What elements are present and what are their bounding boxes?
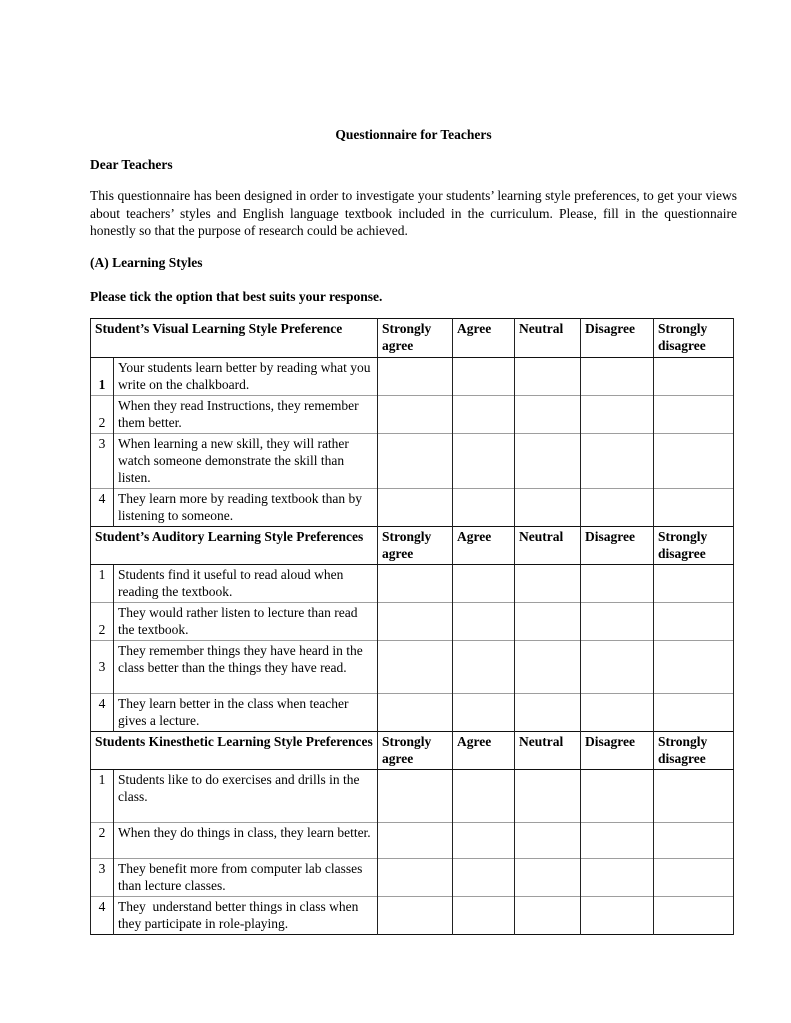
answer-cell-strongly-agree[interactable] [378, 602, 453, 640]
item-number: 4 [91, 896, 114, 934]
answer-cell-neutral[interactable] [515, 602, 581, 640]
answer-cell-disagree[interactable] [581, 822, 654, 858]
answer-cell-strongly-disagree[interactable] [654, 395, 734, 433]
answer-cell-disagree[interactable] [581, 433, 654, 488]
answer-cell-strongly-agree[interactable] [378, 896, 453, 934]
answer-cell-agree[interactable] [453, 693, 515, 731]
answer-cell-disagree[interactable] [581, 395, 654, 433]
column-header-agree: Agree [453, 731, 515, 769]
statement-text: They remember things they have heard in the class better than the things they have read. [114, 640, 378, 693]
table-row [91, 858, 734, 896]
answer-cell-strongly-disagree[interactable] [654, 602, 734, 640]
item-number: 1 [91, 769, 114, 822]
statement-text: They would rather listen to lecture than read the textbook. [114, 602, 378, 640]
answer-cell-disagree[interactable] [581, 602, 654, 640]
column-header-strongly-disagree: Strongly disagree [654, 526, 734, 564]
item-number: 3 [91, 858, 114, 896]
answer-cell-strongly-disagree[interactable] [654, 769, 734, 822]
answer-cell-strongly-agree[interactable] [378, 640, 453, 693]
table-row [91, 896, 734, 934]
answer-cell-strongly-disagree[interactable] [654, 640, 734, 693]
answer-cell-strongly-agree[interactable] [378, 822, 453, 858]
answer-cell-neutral[interactable] [515, 896, 581, 934]
statement-text: They benefit more from computer lab classes than lecture classes. [114, 858, 378, 896]
answer-cell-agree[interactable] [453, 858, 515, 896]
statement-text: They understand better things in class when they participate in role-playing. [114, 896, 378, 934]
item-number: 1 [91, 357, 114, 395]
statement-text: They learn more by reading textbook than by listening to someone. [114, 488, 378, 526]
table-row [91, 640, 734, 693]
answer-cell-disagree[interactable] [581, 564, 654, 602]
answer-cell-neutral[interactable] [515, 693, 581, 731]
answer-cell-strongly-agree[interactable] [378, 769, 453, 822]
statement-text: When learning a new skill, they will rather watch someone demonstrate the skill than listen. [114, 433, 378, 488]
answer-cell-agree[interactable] [453, 602, 515, 640]
answer-cell-agree[interactable] [453, 640, 515, 693]
answer-cell-strongly-disagree[interactable] [654, 693, 734, 731]
column-header-strongly-disagree: Strongly disagree [654, 318, 734, 357]
answer-cell-strongly-agree[interactable] [378, 395, 453, 433]
answer-cell-disagree[interactable] [581, 858, 654, 896]
answer-cell-neutral[interactable] [515, 357, 581, 395]
table-row [91, 564, 734, 602]
item-number: 3 [91, 640, 114, 693]
item-number: 1 [91, 564, 114, 602]
column-header-disagree: Disagree [581, 526, 654, 564]
answer-cell-disagree[interactable] [581, 640, 654, 693]
answer-cell-agree[interactable] [453, 822, 515, 858]
answer-cell-strongly-agree[interactable] [378, 433, 453, 488]
document-content [90, 126, 737, 935]
section-title-kinesthetic: Students Kinesthetic Learning Style Preferences [91, 731, 378, 769]
item-number: 2 [91, 822, 114, 858]
table-row [91, 693, 734, 731]
instruction-text: Please tick the option that best suits your response. [90, 288, 383, 304]
answer-cell-disagree[interactable] [581, 693, 654, 731]
column-header-strongly-agree: Strongly agree [378, 526, 453, 564]
item-number: 4 [91, 488, 114, 526]
item-number: 3 [91, 433, 114, 488]
column-header-disagree: Disagree [581, 731, 654, 769]
table-row [91, 822, 734, 858]
section-title-auditory: Student’s Auditory Learning Style Preferences [91, 526, 378, 564]
answer-cell-agree[interactable] [453, 769, 515, 822]
answer-cell-disagree[interactable] [581, 896, 654, 934]
table-row [91, 769, 734, 822]
column-header-neutral: Neutral [515, 731, 581, 769]
table-row [91, 488, 734, 526]
statement-text: Students like to do exercises and drills in the class. [114, 769, 378, 822]
answer-cell-strongly-agree[interactable] [378, 564, 453, 602]
column-header-agree: Agree [453, 318, 515, 357]
answer-cell-strongly-agree[interactable] [378, 693, 453, 731]
item-number: 2 [91, 395, 114, 433]
answer-cell-agree[interactable] [453, 564, 515, 602]
answer-cell-strongly-disagree[interactable] [654, 433, 734, 488]
item-number: 4 [91, 693, 114, 731]
section-a-heading: (A) Learning Styles [90, 254, 203, 270]
questionnaire-table [90, 318, 734, 935]
answer-cell-neutral[interactable] [515, 858, 581, 896]
answer-cell-neutral[interactable] [515, 640, 581, 693]
statement-text: When they read Instructions, they remember them better. [114, 395, 378, 433]
section-header-row-visual [91, 318, 734, 357]
statement-text: When they do things in class, they learn better. [114, 822, 378, 858]
answer-cell-strongly-disagree[interactable] [654, 357, 734, 395]
answer-cell-neutral[interactable] [515, 822, 581, 858]
answer-cell-disagree[interactable] [581, 357, 654, 395]
answer-cell-agree[interactable] [453, 433, 515, 488]
answer-cell-strongly-disagree[interactable] [654, 896, 734, 934]
statement-text: Your students learn better by reading what you write on the chalkboard. [114, 357, 378, 395]
column-header-strongly-agree: Strongly agree [378, 318, 453, 357]
salutation: Dear Teachers [90, 157, 173, 172]
answer-cell-agree[interactable] [453, 488, 515, 526]
answer-cell-strongly-disagree[interactable] [654, 858, 734, 896]
answer-cell-disagree[interactable] [581, 488, 654, 526]
section-title-visual: Student’s Visual Learning Style Preference [91, 318, 378, 357]
answer-cell-neutral[interactable] [515, 395, 581, 433]
table-row [91, 602, 734, 640]
section-header-row-kinesthetic [91, 731, 734, 769]
answer-cell-disagree[interactable] [581, 769, 654, 822]
answer-cell-strongly-disagree[interactable] [654, 564, 734, 602]
answer-cell-neutral[interactable] [515, 488, 581, 526]
column-header-agree: Agree [453, 526, 515, 564]
intro-paragraph: This questionnaire has been designed in order to investigate your students’ learning style preferences, to get your views about teachers’ styles and English language textbook included in the curriculum. Please, fill in the questionnaire honestly so that the purpose of research could be achieved. [90, 188, 737, 239]
answer-cell-agree[interactable] [453, 357, 515, 395]
column-header-neutral: Neutral [515, 526, 581, 564]
column-header-strongly-disagree: Strongly disagree [654, 731, 734, 769]
answer-cell-strongly-disagree[interactable] [654, 488, 734, 526]
table-row [91, 395, 734, 433]
answer-cell-agree[interactable] [453, 395, 515, 433]
table-row [91, 357, 734, 395]
answer-cell-strongly-disagree[interactable] [654, 822, 734, 858]
column-header-disagree: Disagree [581, 318, 654, 357]
answer-cell-neutral[interactable] [515, 769, 581, 822]
answer-cell-strongly-agree[interactable] [378, 858, 453, 896]
answer-cell-strongly-agree[interactable] [378, 357, 453, 395]
statement-text: Students find it useful to read aloud when reading the textbook. [114, 564, 378, 602]
table-row [91, 433, 734, 488]
section-header-row-auditory [91, 526, 734, 564]
column-header-strongly-agree: Strongly agree [378, 731, 453, 769]
answer-cell-neutral[interactable] [515, 433, 581, 488]
column-header-neutral: Neutral [515, 318, 581, 357]
statement-text: They learn better in the class when teacher gives a lecture. [114, 693, 378, 731]
answer-cell-agree[interactable] [453, 896, 515, 934]
answer-cell-strongly-agree[interactable] [378, 488, 453, 526]
answer-cell-neutral[interactable] [515, 564, 581, 602]
item-number: 2 [91, 602, 114, 640]
page-title: Questionnaire for Teachers [335, 127, 492, 142]
